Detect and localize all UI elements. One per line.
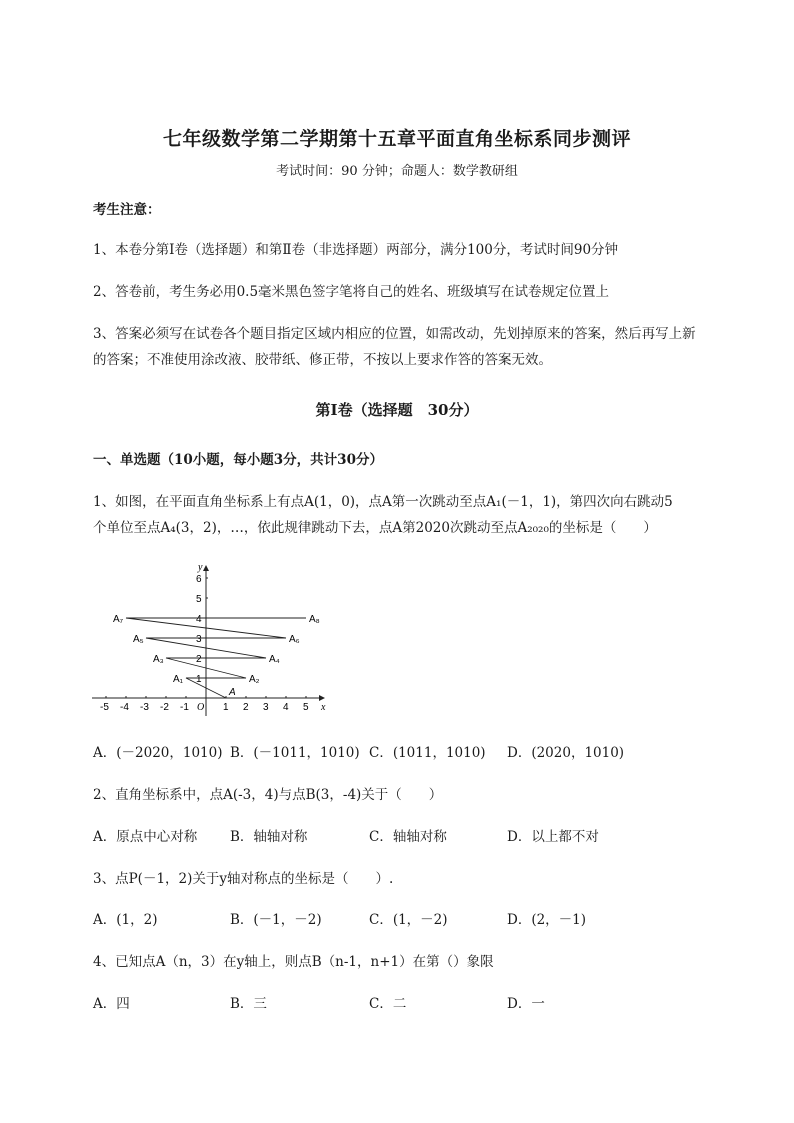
option-a[interactable]: A．原点中心对称 — [93, 829, 198, 845]
point-label: A₁ — [173, 674, 184, 685]
question-2-text: 2、直角坐标系中，点A(-3，4)与点B(3，-4)关于（ ） — [93, 787, 443, 803]
notice-item-3-cont: 的答案；不准使用涂改液、胶带纸、修正带，不按以上要求作答的答案无效。 — [93, 352, 552, 368]
x-tick-label: 1 — [223, 702, 229, 713]
origin-label: O — [197, 702, 205, 713]
tick-labels — [100, 574, 309, 713]
x-axis-label: x — [321, 702, 326, 713]
y-tick-label: 1 — [196, 674, 202, 685]
y-tick-label: 3 — [196, 634, 202, 645]
option-d[interactable]: D．一 — [507, 996, 545, 1012]
point-labels — [113, 614, 320, 698]
question-1-text: 1、如图，在平面直角坐标系上有点A(1，0)，点A第一次跳动至点A₁(－1，1)，第四次向右跳动5 — [93, 494, 673, 510]
option-a[interactable]: A．(1，2) — [93, 912, 158, 928]
x-tick-label: 3 — [263, 702, 269, 713]
part-heading: 一、单选题（10小题，每小题3分，共计30分） — [93, 452, 383, 468]
option-d[interactable]: D．以上都不对 — [507, 829, 599, 845]
y-axis-label: y — [198, 562, 203, 573]
option-d[interactable]: D．(2，－1) — [507, 912, 587, 928]
point-label: A₆ — [289, 634, 300, 645]
option-d[interactable]: D．(2020，1010) — [507, 745, 625, 761]
point-label: A — [229, 687, 236, 698]
option-b[interactable]: B．(－1，－2) — [230, 912, 322, 928]
y-tick-label: 4 — [196, 614, 202, 625]
x-tick-label: -5 — [100, 702, 109, 713]
exam-info: 考试时间：90 分钟；命题人：数学教研组 — [276, 164, 518, 179]
point-label: A₄ — [269, 654, 280, 665]
x-tick-label: 5 — [303, 702, 309, 713]
question-3-options — [93, 908, 753, 932]
option-c[interactable]: C．(1011，1010) — [369, 745, 486, 761]
coordinate-figure — [90, 560, 340, 720]
x-tick-label: -1 — [180, 702, 189, 713]
option-c[interactable]: C．轴轴对称 — [369, 829, 447, 845]
question-4-options — [93, 992, 753, 1016]
x-tick-label: 4 — [283, 702, 289, 713]
option-a[interactable]: A．(－2020，1010) — [93, 745, 223, 761]
point-label: A₃ — [153, 654, 164, 665]
question-1-text-cont: 个单位至点A₄(3，2)，…，依此规律跳动下去，点A第2020次跳动至点A₂₀₂₀的坐标是（ ） — [93, 520, 657, 536]
section-title: 第Ⅰ卷（选择题 30分） — [315, 401, 479, 419]
notice-item-3: 3、答案必须写在试卷各个题目指定区域内相应的位置，如需改动，先划掉原来的答案，然后再写上新 — [93, 326, 696, 342]
point-label: A₂ — [249, 674, 260, 685]
x-tick-label: -3 — [140, 702, 149, 713]
option-c[interactable]: C．二 — [369, 996, 407, 1012]
x-tick-label: -2 — [160, 702, 169, 713]
x-tick-label: 2 — [243, 702, 249, 713]
notice-item-1: 1、本卷分第Ⅰ卷（选择题）和第Ⅱ卷（非选择题）两部分，满分100分，考试时间90分钟 — [93, 242, 619, 258]
option-a[interactable]: A．四 — [93, 996, 130, 1012]
question-3-text: 3、点P(－1，2)关于y轴对称点的坐标是（ ）. — [93, 871, 394, 887]
option-c[interactable]: C．(1，－2) — [369, 912, 448, 928]
point-label: A₈ — [309, 614, 320, 625]
notice-heading: 考生注意： — [93, 202, 161, 218]
x-tick-label: -4 — [120, 702, 129, 713]
y-tick-label: 2 — [196, 654, 202, 665]
option-b[interactable]: B．轴轴对称 — [230, 829, 308, 845]
question-1-options — [93, 741, 753, 765]
option-b[interactable]: B．三 — [230, 996, 267, 1012]
notice-item-2: 2、答卷前，考生务必用0.5毫米黑色签字笔将自己的姓名、班级填写在试卷规定位置上 — [93, 284, 610, 300]
option-b[interactable]: B．(－1011，1010) — [230, 745, 360, 761]
y-tick-label: 6 — [196, 574, 202, 585]
point-label: A₅ — [133, 634, 144, 645]
question-4-text: 4、已知点A（n，3）在y轴上，则点B（n-1，n+1）在第（）象限 — [93, 954, 494, 970]
page-title: 七年级数学第二学期第十五章平面直角坐标系同步测评 — [162, 128, 631, 150]
point-label: A₇ — [113, 614, 124, 625]
y-tick-label: 5 — [196, 594, 202, 605]
question-2-options — [93, 825, 753, 849]
